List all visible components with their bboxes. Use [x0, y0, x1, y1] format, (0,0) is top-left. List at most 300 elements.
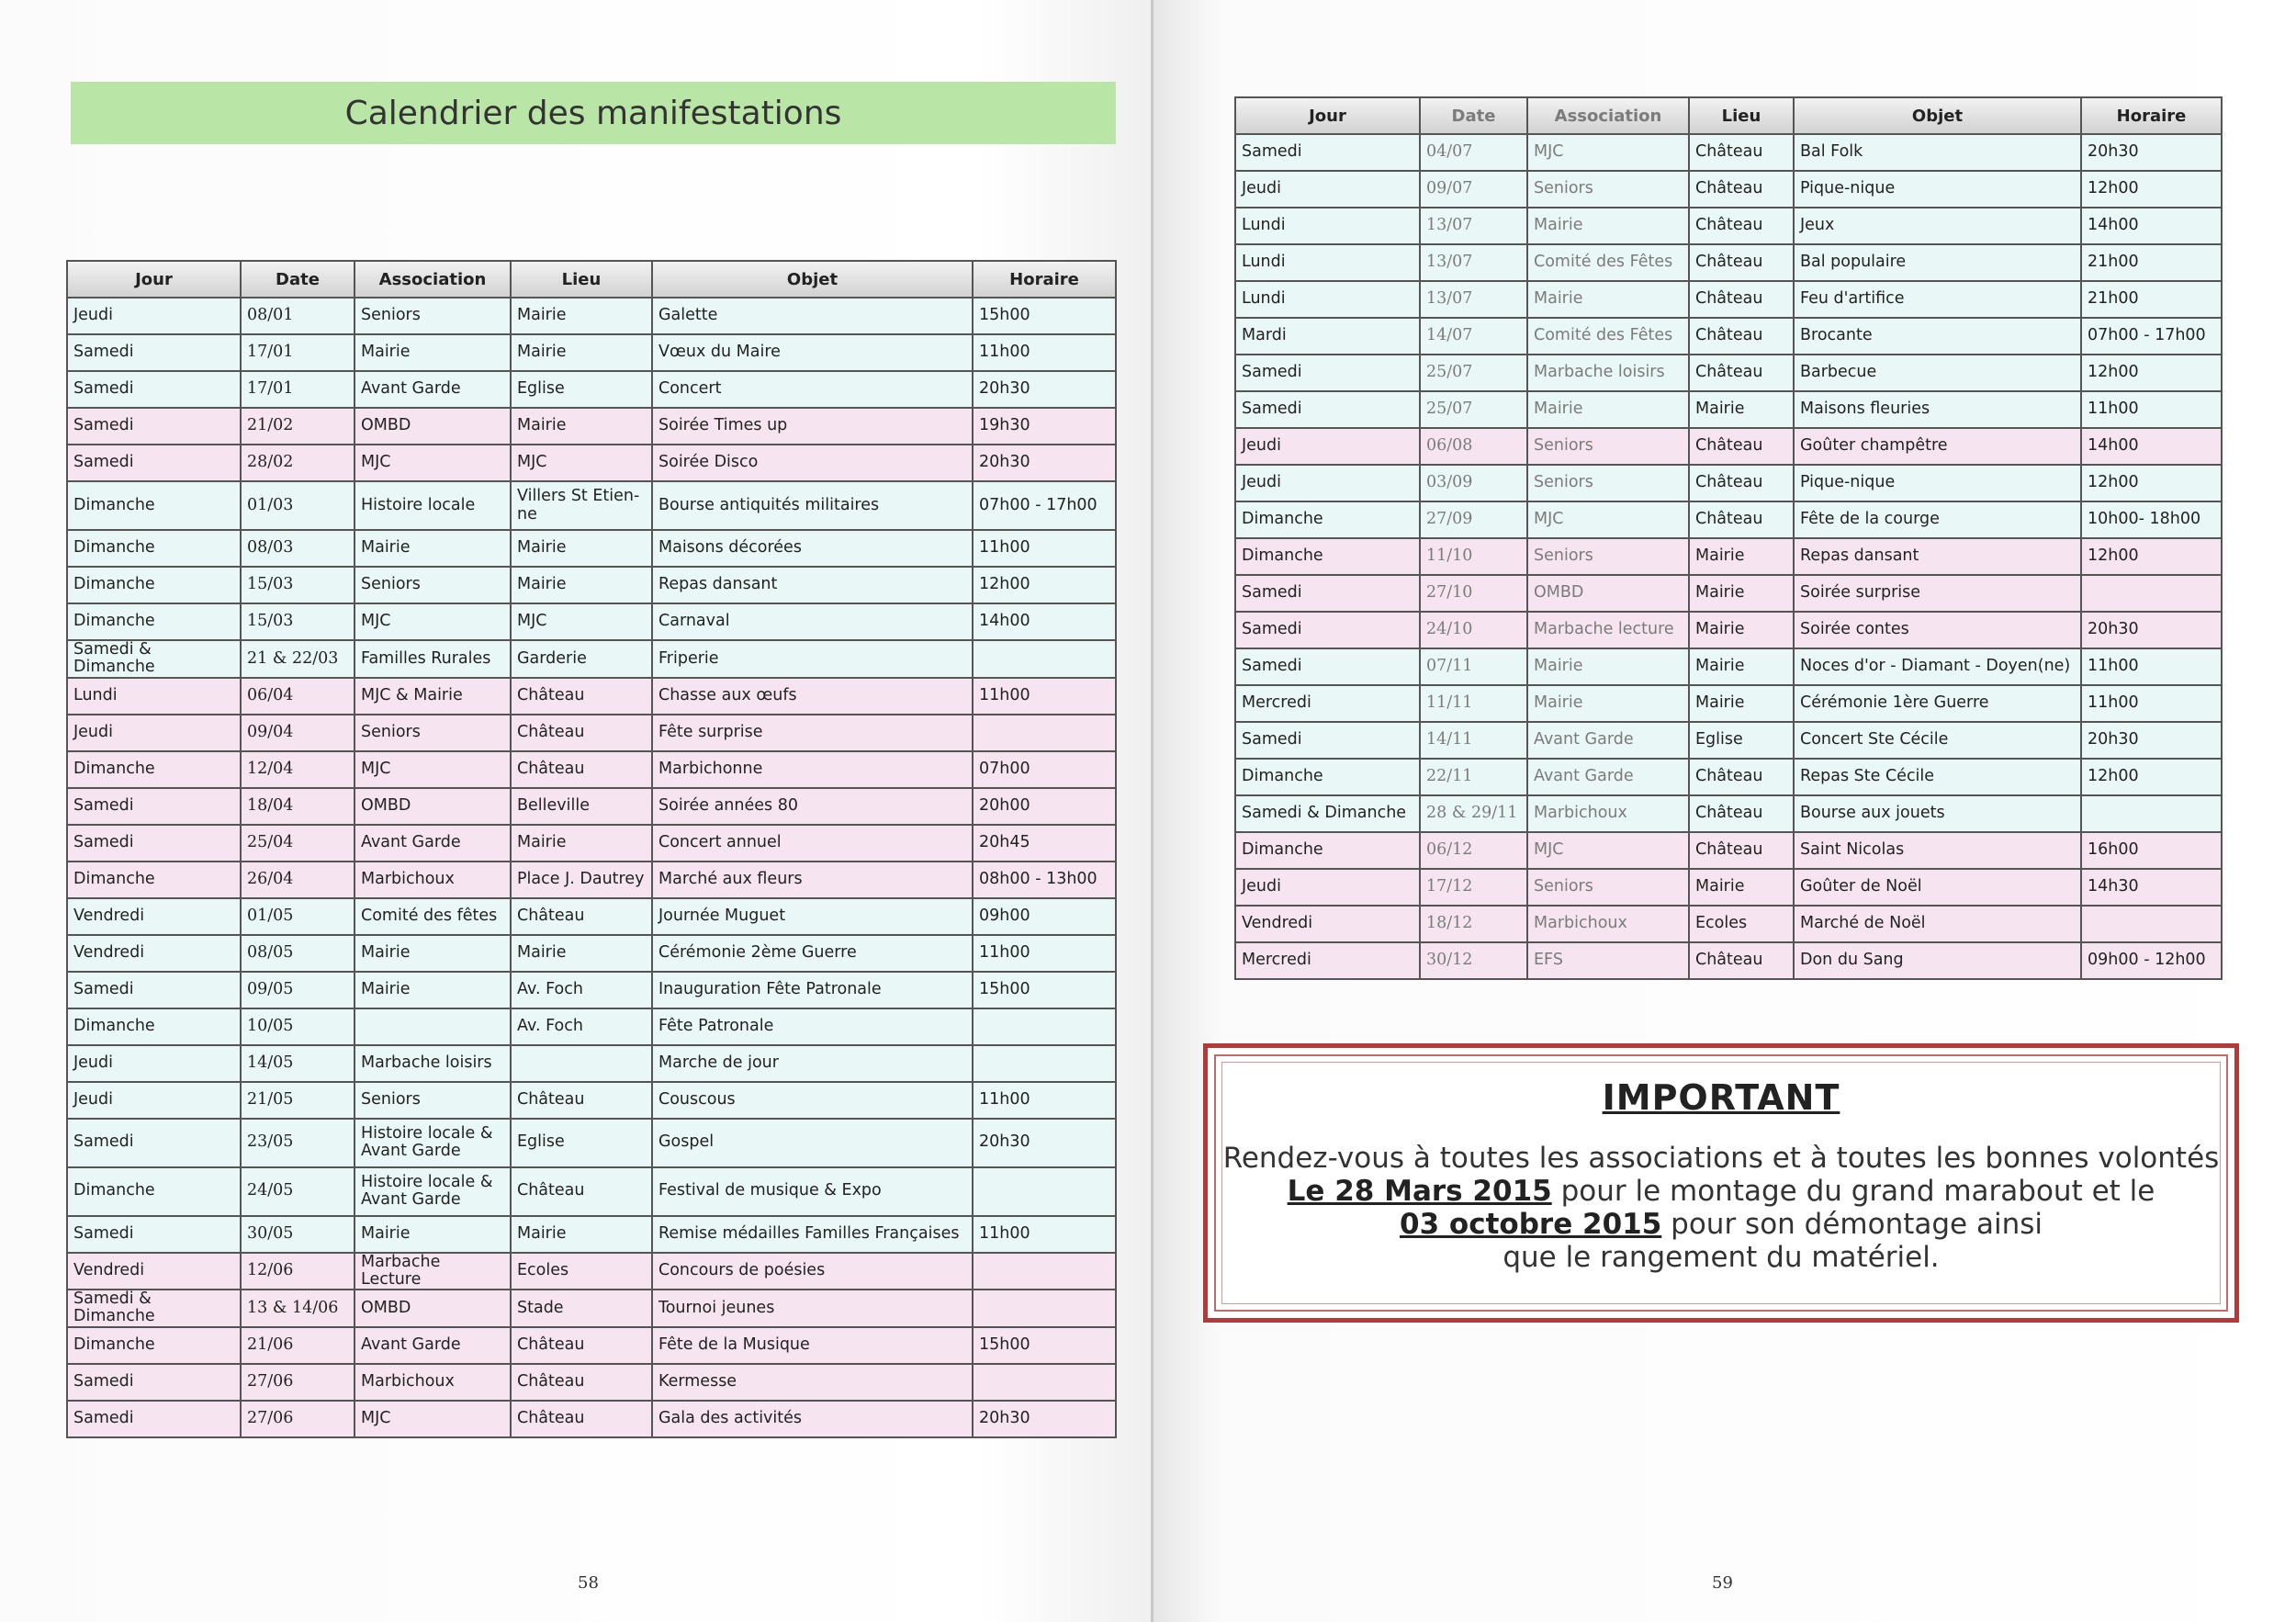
cell-lieu: Place J. Dautrey [511, 862, 652, 898]
cell-lieu: Château [1689, 465, 1794, 501]
important-date-2: 03 octobre 2015 [1400, 1208, 1662, 1241]
cell-jour: Dimanche [67, 481, 241, 530]
cell-jour: Samedi [1235, 391, 1420, 428]
cell-objet: Concert Ste Cécile [1794, 722, 2081, 759]
table-row [67, 1401, 1116, 1437]
cell-date: 27/10 [1420, 575, 1527, 612]
cell-lieu: Mairie [511, 530, 652, 567]
cell-lieu: Av. Foch [511, 972, 652, 1008]
table-row [1235, 575, 2222, 612]
header-horaire: Horaire [2081, 97, 2222, 134]
cell-objet: Jeux [1794, 208, 2081, 244]
cell-objet: Soirée années 80 [652, 788, 973, 825]
cell-horaire: 11h00 [2081, 685, 2222, 722]
cell-jour: Mardi [1235, 318, 1420, 355]
important-content [1221, 1062, 2221, 1304]
table-row [67, 862, 1116, 898]
table-row [67, 567, 1116, 603]
cell-horaire: 21h00 [2081, 244, 2222, 281]
cell-date: 27/06 [241, 1364, 355, 1401]
events-table-left [66, 260, 1117, 1438]
cell-association: Mairie [1527, 391, 1689, 428]
cell-lieu: Château [511, 1167, 652, 1216]
cell-objet: Bal Folk [1794, 134, 2081, 171]
cell-objet: Carnaval [652, 603, 973, 640]
cell-objet: Repas dansant [1794, 538, 2081, 575]
important-title: IMPORTANT [1602, 1077, 1840, 1118]
cell-jour: Lundi [1235, 244, 1420, 281]
cell-association: Seniors [355, 567, 511, 603]
cell-objet: Bourse antiquités militaires [652, 481, 973, 530]
page-title: Calendrier des manifestations [71, 82, 1116, 144]
cell-lieu: Belleville [511, 788, 652, 825]
cell-association: Seniors [355, 1082, 511, 1119]
table-row [1235, 759, 2222, 795]
cell-association: MJC [355, 1401, 511, 1437]
cell-objet: Tournoi jeunes [652, 1290, 973, 1327]
cell-objet: Maisons fleuries [1794, 391, 2081, 428]
cell-association: Mairie [355, 972, 511, 1008]
cell-jour: Jeudi [67, 715, 241, 751]
cell-jour: Samedi [1235, 575, 1420, 612]
table-row [67, 1008, 1116, 1045]
cell-objet: Marché de Noël [1794, 906, 2081, 942]
cell-jour: Samedi [67, 371, 241, 408]
cell-association: Histoire locale & Avant Garde [355, 1119, 511, 1167]
cell-lieu: Château [1689, 942, 1794, 979]
cell-lieu: Mairie [511, 1216, 652, 1253]
cell-horaire: 09h00 - 12h00 [2081, 942, 2222, 979]
cell-jour: Vendredi [67, 935, 241, 972]
cell-association: Mairie [355, 935, 511, 972]
cell-date: 11/10 [1420, 538, 1527, 575]
header-association: Association [1527, 97, 1689, 134]
cell-association: MJC [1527, 832, 1689, 869]
cell-date: 21/05 [241, 1082, 355, 1119]
cell-association: Mairie [1527, 208, 1689, 244]
cell-association: Mairie [355, 530, 511, 567]
cell-lieu [511, 1045, 652, 1082]
cell-objet: Galette [652, 298, 973, 334]
cell-date: 13 & 14/06 [241, 1290, 355, 1327]
cell-horaire [973, 1045, 1116, 1082]
cell-horaire: 20h30 [973, 1119, 1116, 1167]
header-lieu: Lieu [1689, 97, 1794, 134]
cell-lieu: Château [1689, 759, 1794, 795]
cell-horaire: 11h00 [2081, 648, 2222, 685]
cell-horaire: 11h00 [973, 678, 1116, 715]
cell-lieu: Château [511, 1364, 652, 1401]
cell-jour: Lundi [1235, 208, 1420, 244]
cell-association: Seniors [1527, 465, 1689, 501]
cell-association: Seniors [355, 715, 511, 751]
cell-association: Comité des fêtes [355, 898, 511, 935]
cell-lieu: Château [511, 751, 652, 788]
cell-horaire: 08h00 - 13h00 [973, 862, 1116, 898]
cell-jour: Samedi [67, 1401, 241, 1437]
cell-horaire: 20h30 [2081, 612, 2222, 648]
cell-lieu: Mairie [511, 408, 652, 445]
cell-horaire: 14h30 [2081, 869, 2222, 906]
important-notice [1203, 1043, 2239, 1323]
cell-objet: Bal populaire [1794, 244, 2081, 281]
table-row [1235, 722, 2222, 759]
cell-objet: Chasse aux œufs [652, 678, 973, 715]
cell-horaire: 12h00 [2081, 355, 2222, 391]
cell-objet: Marché aux fleurs [652, 862, 973, 898]
cell-association: Mairie [1527, 281, 1689, 318]
cell-association: Avant Garde [1527, 722, 1689, 759]
cell-horaire: 12h00 [2081, 538, 2222, 575]
cell-horaire [973, 1008, 1116, 1045]
cell-lieu: Villers St Etien-ne [511, 481, 652, 530]
cell-lieu: Ecoles [1689, 906, 1794, 942]
cell-jour: Samedi [1235, 134, 1420, 171]
cell-date: 17/01 [241, 371, 355, 408]
cell-lieu: Château [1689, 428, 1794, 465]
cell-horaire: 07h00 - 17h00 [973, 481, 1116, 530]
cell-date: 27/09 [1420, 501, 1527, 538]
table-row [67, 603, 1116, 640]
cell-lieu: Mairie [1689, 612, 1794, 648]
table-body-right [1235, 134, 2222, 979]
cell-date: 06/04 [241, 678, 355, 715]
table-row [67, 972, 1116, 1008]
cell-horaire: 16h00 [2081, 832, 2222, 869]
table-row [67, 481, 1116, 530]
cell-date: 27/06 [241, 1401, 355, 1437]
cell-association: Avant Garde [355, 825, 511, 862]
cell-association: Mairie [1527, 648, 1689, 685]
cell-jour: Jeudi [1235, 428, 1420, 465]
cell-association: Avant Garde [355, 1327, 511, 1364]
cell-date: 21/02 [241, 408, 355, 445]
table-row [1235, 391, 2222, 428]
table-row [1235, 134, 2222, 171]
cell-date: 09/04 [241, 715, 355, 751]
cell-jour: Vendredi [67, 898, 241, 935]
cell-date: 17/12 [1420, 869, 1527, 906]
table-row [67, 1253, 1116, 1290]
cell-association: Seniors [1527, 538, 1689, 575]
cell-objet: Soirée Disco [652, 445, 973, 481]
cell-lieu: Eglise [1689, 722, 1794, 759]
cell-association: MJC [355, 445, 511, 481]
table-row [67, 678, 1116, 715]
cell-objet: Saint Nicolas [1794, 832, 2081, 869]
cell-association: Familles Rurales [355, 640, 511, 678]
cell-objet: Maisons décorées [652, 530, 973, 567]
cell-date: 01/03 [241, 481, 355, 530]
events-table-right [1234, 96, 2223, 980]
cell-horaire: 14h00 [2081, 428, 2222, 465]
cell-horaire [973, 1167, 1116, 1216]
cell-horaire: 11h00 [2081, 391, 2222, 428]
cell-date: 06/08 [1420, 428, 1527, 465]
cell-lieu: Mairie [511, 825, 652, 862]
table-row [1235, 318, 2222, 355]
important-border-inner [1214, 1054, 2228, 1312]
cell-date: 15/03 [241, 603, 355, 640]
table-row [1235, 685, 2222, 722]
table-row [67, 408, 1116, 445]
cell-lieu: Mairie [511, 567, 652, 603]
cell-horaire: 20h30 [2081, 722, 2222, 759]
cell-lieu: Mairie [511, 334, 652, 371]
table-row [67, 788, 1116, 825]
important-line-3 [1222, 1208, 2220, 1241]
cell-jour: Jeudi [67, 1045, 241, 1082]
cell-horaire: 09h00 [973, 898, 1116, 935]
table-row [1235, 648, 2222, 685]
table-row [1235, 869, 2222, 906]
table-header-row [67, 261, 1116, 298]
cell-objet: Fête surprise [652, 715, 973, 751]
important-body [1222, 1142, 2220, 1274]
cell-horaire [973, 715, 1116, 751]
cell-date: 04/07 [1420, 134, 1527, 171]
cell-horaire: 12h00 [973, 567, 1116, 603]
cell-lieu: Mairie [1689, 685, 1794, 722]
cell-date: 23/05 [241, 1119, 355, 1167]
table-row [67, 334, 1116, 371]
table-header-row [1235, 97, 2222, 134]
cell-lieu: Mairie [1689, 391, 1794, 428]
table-row [67, 1119, 1116, 1167]
cell-horaire [973, 1364, 1116, 1401]
cell-lieu: Eglise [511, 371, 652, 408]
cell-objet: Brocante [1794, 318, 2081, 355]
table-row [1235, 355, 2222, 391]
cell-objet: Kermesse [652, 1364, 973, 1401]
cell-lieu: Château [1689, 355, 1794, 391]
cell-date: 14/07 [1420, 318, 1527, 355]
cell-association: Marbache loisirs [1527, 355, 1689, 391]
cell-objet: Couscous [652, 1082, 973, 1119]
cell-objet: Repas dansant [652, 567, 973, 603]
table-row [1235, 465, 2222, 501]
cell-lieu: Av. Foch [511, 1008, 652, 1045]
important-date-1: Le 28 Mars 2015 [1287, 1175, 1552, 1208]
cell-date: 11/11 [1420, 685, 1527, 722]
cell-jour: Samedi [1235, 612, 1420, 648]
cell-horaire: 14h00 [973, 603, 1116, 640]
cell-horaire: 12h00 [2081, 171, 2222, 208]
cell-lieu: Château [1689, 281, 1794, 318]
cell-lieu: Château [1689, 134, 1794, 171]
table-row [67, 751, 1116, 788]
table-row [1235, 538, 2222, 575]
important-line-3-text: pour son démontage ainsi [1661, 1208, 2043, 1241]
cell-objet: Gospel [652, 1119, 973, 1167]
cell-objet: Concert annuel [652, 825, 973, 862]
table-row [67, 1364, 1116, 1401]
cell-horaire: 11h00 [973, 935, 1116, 972]
cell-horaire [973, 1290, 1116, 1327]
cell-jour: Samedi [1235, 648, 1420, 685]
cell-jour: Samedi [1235, 355, 1420, 391]
cell-date: 08/01 [241, 298, 355, 334]
cell-objet: Cérémonie 2ème Guerre [652, 935, 973, 972]
cell-jour: Samedi [67, 445, 241, 481]
cell-date: 24/05 [241, 1167, 355, 1216]
cell-objet: Friperie [652, 640, 973, 678]
table-row [67, 935, 1116, 972]
cell-objet: Bourse aux jouets [1794, 795, 2081, 832]
table-row [67, 298, 1116, 334]
cell-association: OMBD [355, 408, 511, 445]
cell-association: Marbache Lecture [355, 1253, 511, 1290]
cell-date: 30/12 [1420, 942, 1527, 979]
cell-objet: Marche de jour [652, 1045, 973, 1082]
table-row [67, 1327, 1116, 1364]
cell-objet: Inauguration Fête Patronale [652, 972, 973, 1008]
cell-jour: Samedi & Dimanche [1235, 795, 1420, 832]
table-row [67, 1045, 1116, 1082]
cell-jour: Dimanche [1235, 501, 1420, 538]
cell-date: 09/07 [1420, 171, 1527, 208]
cell-date: 18/04 [241, 788, 355, 825]
cell-lieu: Château [1689, 318, 1794, 355]
cell-objet: Fête de la courge [1794, 501, 2081, 538]
cell-horaire: 20h30 [2081, 134, 2222, 171]
table-row [1235, 281, 2222, 318]
cell-horaire: 14h00 [2081, 208, 2222, 244]
cell-date: 25/04 [241, 825, 355, 862]
cell-jour: Jeudi [1235, 465, 1420, 501]
cell-date: 18/12 [1420, 906, 1527, 942]
important-line-4: que le rangement du matériel. [1503, 1241, 1940, 1274]
cell-jour: Dimanche [67, 603, 241, 640]
cell-horaire [973, 640, 1116, 678]
cell-objet: Fête Patronale [652, 1008, 973, 1045]
cell-association: Avant Garde [1527, 759, 1689, 795]
cell-jour: Samedi [67, 825, 241, 862]
cell-lieu: Château [1689, 208, 1794, 244]
cell-objet: Cérémonie 1ère Guerre [1794, 685, 2081, 722]
cell-association: Marbichoux [1527, 795, 1689, 832]
cell-association: Comité des Fêtes [1527, 244, 1689, 281]
cell-objet: Barbecue [1794, 355, 2081, 391]
cell-association: MJC & Mairie [355, 678, 511, 715]
cell-objet: Gala des activités [652, 1401, 973, 1437]
cell-association: Histoire locale & Avant Garde [355, 1167, 511, 1216]
cell-objet: Feu d'artifice [1794, 281, 2081, 318]
cell-association: OMBD [355, 788, 511, 825]
cell-jour: Samedi [67, 788, 241, 825]
cell-horaire: 11h00 [973, 1216, 1116, 1253]
table-row [67, 825, 1116, 862]
cell-objet: Don du Sang [1794, 942, 2081, 979]
cell-jour: Dimanche [67, 567, 241, 603]
cell-lieu: Château [1689, 244, 1794, 281]
cell-horaire: 15h00 [973, 298, 1116, 334]
table-row [1235, 795, 2222, 832]
cell-horaire [973, 1253, 1116, 1290]
cell-objet: Marbichonne [652, 751, 973, 788]
cell-jour: Dimanche [67, 862, 241, 898]
cell-association: Marbichoux [1527, 906, 1689, 942]
table-row [67, 1082, 1116, 1119]
header-jour: Jour [1235, 97, 1420, 134]
cell-jour: Samedi [67, 1216, 241, 1253]
cell-date: 24/10 [1420, 612, 1527, 648]
important-line-2 [1222, 1175, 2220, 1208]
cell-lieu: Stade [511, 1290, 652, 1327]
cell-jour: Mercredi [1235, 942, 1420, 979]
cell-lieu: Ecoles [511, 1253, 652, 1290]
cell-association: Comité des Fêtes [1527, 318, 1689, 355]
cell-lieu: Château [1689, 171, 1794, 208]
cell-association: EFS [1527, 942, 1689, 979]
cell-jour: Samedi [67, 972, 241, 1008]
cell-horaire: 21h00 [2081, 281, 2222, 318]
cell-lieu: Château [511, 1327, 652, 1364]
cell-date: 09/05 [241, 972, 355, 1008]
table-row [67, 640, 1116, 678]
cell-objet: Pique-nique [1794, 171, 2081, 208]
cell-jour: Lundi [67, 678, 241, 715]
cell-association: MJC [1527, 134, 1689, 171]
table-body-left [67, 298, 1116, 1437]
table-row [67, 1216, 1116, 1253]
cell-date: 17/01 [241, 334, 355, 371]
table-row [1235, 171, 2222, 208]
important-line-1: Rendez-vous à toutes les associations et à toutes les bonnes volontés [1222, 1142, 2220, 1175]
important-line-2-text: pour le montage du grand marabout et le [1551, 1175, 2155, 1208]
cell-horaire: 07h00 [973, 751, 1116, 788]
cell-horaire: 12h00 [2081, 759, 2222, 795]
cell-jour: Samedi [67, 1119, 241, 1167]
cell-objet: Soirée Times up [652, 408, 973, 445]
cell-lieu: Garderie [511, 640, 652, 678]
cell-date: 22/11 [1420, 759, 1527, 795]
cell-lieu: Château [511, 715, 652, 751]
cell-lieu: Mairie [511, 935, 652, 972]
header-horaire: Horaire [973, 261, 1116, 298]
cell-jour: Dimanche [67, 1167, 241, 1216]
cell-association: Seniors [1527, 428, 1689, 465]
cell-jour: Samedi & Dimanche [67, 1290, 241, 1327]
cell-date: 03/09 [1420, 465, 1527, 501]
cell-jour: Samedi [67, 408, 241, 445]
cell-date: 26/04 [241, 862, 355, 898]
cell-date: 13/07 [1420, 208, 1527, 244]
cell-jour: Mercredi [1235, 685, 1420, 722]
cell-lieu: Château [511, 1401, 652, 1437]
cell-jour: Dimanche [1235, 759, 1420, 795]
table-row [1235, 906, 2222, 942]
cell-objet: Concert [652, 371, 973, 408]
cell-date: 12/06 [241, 1253, 355, 1290]
cell-date: 25/07 [1420, 355, 1527, 391]
cell-horaire: 11h00 [973, 1082, 1116, 1119]
cell-horaire: 20h30 [973, 1401, 1116, 1437]
table-row [67, 715, 1116, 751]
cell-lieu: Château [1689, 501, 1794, 538]
cell-association: MJC [355, 603, 511, 640]
cell-date: 13/07 [1420, 244, 1527, 281]
table-row [1235, 942, 2222, 979]
cell-date: 14/05 [241, 1045, 355, 1082]
cell-horaire [2081, 795, 2222, 832]
cell-jour: Samedi [1235, 722, 1420, 759]
cell-association: Mairie [355, 1216, 511, 1253]
cell-jour: Dimanche [1235, 538, 1420, 575]
cell-association: Marbache loisirs [355, 1045, 511, 1082]
cell-objet: Pique-nique [1794, 465, 2081, 501]
cell-date: 01/05 [241, 898, 355, 935]
